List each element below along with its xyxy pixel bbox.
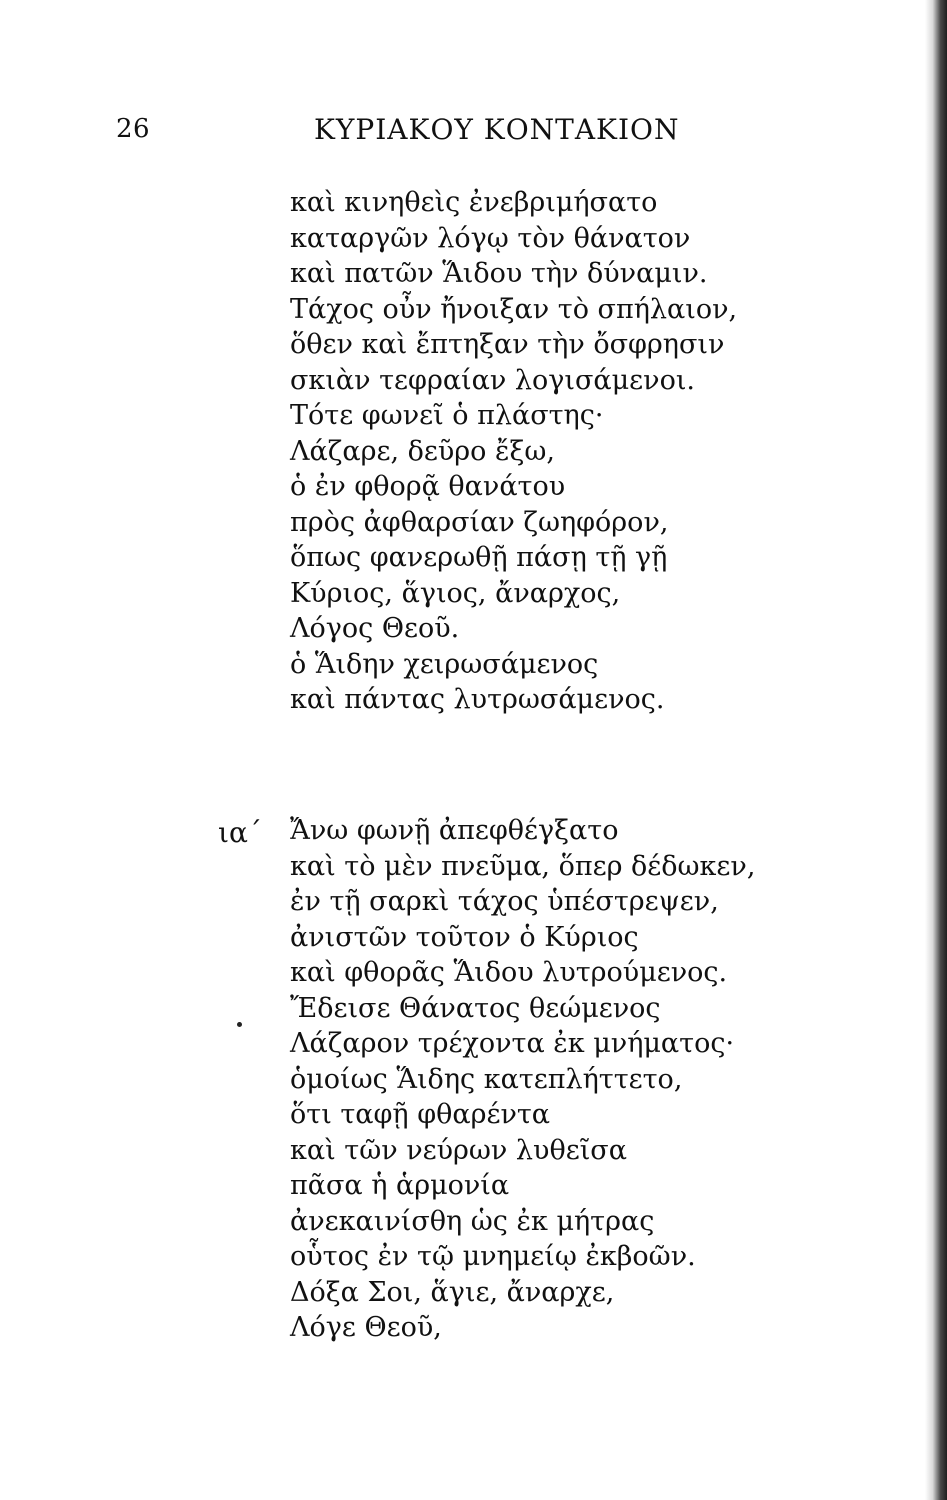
verse-line: Κύριος, ἅγιος, ἄναρχος,	[290, 577, 621, 609]
verse-line: Τότε φωνεῖ ὁ πλάστης·	[290, 400, 604, 431]
stanza-one	[290, 185, 890, 718]
verse-line: ὅπως φανερωθῇ πάσῃ τῇ γῇ	[290, 542, 668, 573]
verse-line: σκιὰν τεφραίαν λογισάμενοι.	[290, 364, 695, 396]
verse-line: Λάζαρε, δεῦρο ἔξω,	[290, 435, 555, 467]
verse-line: ὁμοίως Ἅιδης κατεπλήττετο,	[290, 1063, 683, 1095]
verse-line: οὗτος ἐν τῷ μνημείῳ ἐκβοῶν.	[290, 1241, 696, 1272]
verse-line: ὅθεν καὶ ἔπτηξαν τὴν ὄσφρησιν	[290, 329, 725, 360]
verse-line: καὶ πατῶν Ἅιδου τὴν δύναμιν.	[290, 258, 708, 289]
verse-line: Ἔδεισε Θάνατος θεώμενος	[290, 992, 661, 1024]
verse-line: καὶ φθορᾶς Ἅιδου λυτρούμενος.	[290, 957, 728, 988]
verse-line: καὶ κινηθεὶς ἐνεβριμήσατο	[290, 187, 658, 218]
verse-line: Λόγος Θεοῦ.	[290, 613, 460, 644]
page-edge-shadow	[925, 0, 947, 1500]
verse-line: Λόγε Θεοῦ,	[290, 1312, 442, 1343]
ink-speck	[237, 1022, 242, 1027]
stanza-number: ια΄	[218, 816, 262, 849]
verse-line: καὶ τὸ μὲν πνεῦμα, ὅπερ δέδωκεν,	[290, 850, 756, 882]
verse-line: καταργῶν λόγῳ τὸν θάνατον	[290, 222, 691, 254]
verse-line: ὅτι ταφῇ φθαρέντα	[290, 1099, 551, 1130]
page-number: 26	[116, 114, 151, 144]
verse-line: Ἄνω φωνῇ ἀπεφθέγξατο	[290, 815, 619, 846]
verse-line: ἀνιστῶν τοῦτον ὁ Κύριος	[290, 921, 639, 953]
verse-line: Δόξα Σοι, ἅγιε, ἄναρχε,	[290, 1276, 615, 1308]
verse-line: ὁ Ἅιδην χειρωσάμενος	[290, 648, 599, 680]
stanza-two	[290, 813, 890, 1346]
verse-line: ἀνεκαινίσθη ὡς ἐκ μήτρας	[290, 1205, 655, 1237]
verse-line: καὶ πάντας λυτρωσάμενος.	[290, 684, 665, 715]
verse-line: καὶ τῶν νεύρων λυθεῖσα	[290, 1134, 627, 1166]
verse-line: ἐν τῇ σαρκὶ τάχος ὑπέστρεψεν,	[290, 886, 719, 917]
verse-line: ὁ ἐν φθορᾷ θανάτου	[290, 471, 566, 502]
verse-line: πᾶσα ἡ ἁρμονία	[290, 1170, 510, 1201]
verse-line: Τάχος οὖν ἤνοιξαν τὸ σπήλαιον,	[290, 293, 738, 325]
verse-line: Λάζαρον τρέχοντα ἐκ μνήματος·	[290, 1028, 735, 1059]
verse-line: πρὸς ἀφθαρσίαν ζωηφόρον,	[290, 506, 669, 538]
running-title: ΚΥΡΙΑΚΟΥ ΚΟΝΤΑΚΙΟΝ	[314, 113, 680, 146]
